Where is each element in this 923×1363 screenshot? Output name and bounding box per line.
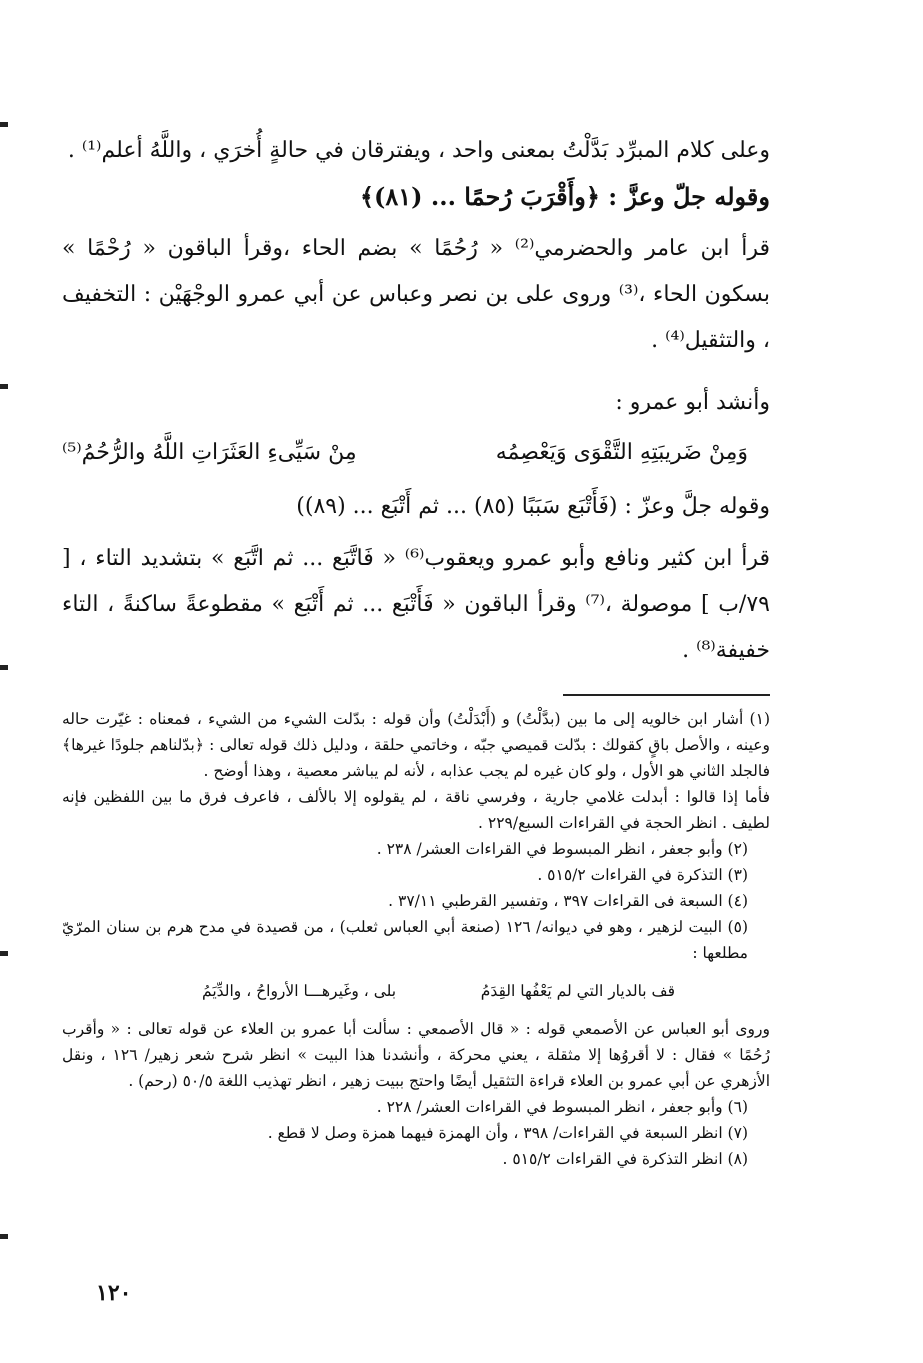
paragraph-atba-readings: قرأ ابن كثير ونافع وأبو عمرو ويعقوب⁽⁶⁾ « فَاتَّبَع ... ثم اتَّبَع » بتشديد التاء ، [ ٧٩/ب ] موصولة ،⁽⁷⁾ وقرأ الباقون « فَأَتْبَع ... ثم أَتْبَع » مقطوعةً ساكنةً ، التاء خفيفة⁽⁸⁾ . [62, 546, 770, 663]
margin-mark [0, 384, 8, 389]
paragraph-mubarrad: وعلى كلام المبرِّد بَدَّلْتُ بمعنى واحد ، ويفترقان في حالةٍ أُخرَي ، واللَّهُ أعلم⁽¹⁾ . [67, 138, 770, 163]
footnote-7: (٧) انظر السبعة في القراءات/ ٣٩٨ ، وأن الهمزة فيهما همزة وصل لا قطع . [267, 1124, 748, 1142]
verse-hemistich-second: مِنْ سَيِّىءِ العَثَرَاتِ اللَّهُ والرُّحُمُ⁽⁵⁾ [62, 440, 357, 465]
footnotes [62, 706, 770, 1172]
verse-hemistich-first: وَمِنْ ضَريبَتِهِ التَّقْوَى وَيَعْصِمُه [495, 440, 748, 465]
footnote-3: (٣) التذكرة في القراءات ٥١٥/٢ . [537, 866, 748, 884]
footnote-8: (٨) انظر التذكرة في القراءات ٥١٥/٢ . [502, 1150, 748, 1168]
margin-mark [0, 122, 8, 127]
margin-mark [0, 665, 8, 670]
couplet-second-half: بلى ، وغَيرهـــا الأرواحُ ، والدِّيَمُ [202, 982, 397, 1000]
footnote-4: (٤) السبعة فى القراءات ٣٩٧ ، وتفسير القرطبي ٣٧/١١ . [388, 892, 748, 910]
main-text [62, 128, 770, 674]
margin-mark [0, 1234, 8, 1239]
paragraph-ruhman-readings: قرأ ابن عامر والحضرمي⁽²⁾ « رُحُمًا » بضم الحاء ،وقرأ الباقون « رُحْمًا » بسكون الحاء ،⁽³⁾ وروى على بن نصر وعباس عن أبي عمرو الوجْهَيْن : التخفيف ، والتثقيل⁽⁴⁾ . [62, 236, 771, 353]
quran-verse-85-89: وقوله جلَّ وعزّ : (فَأَتْبَع سَبَبًا (٨٥) ... ثم أَتْبَع ... (٨٩)) [296, 494, 770, 519]
footnote-5-continued: وروى أبو العباس عن الأصمعي قوله : « قال الأصمعي : سألت أبا عمرو بن العلاء عن قوله تعالى : « وأقرب رُحُمًا » فقال : لا أقروُها إلا مثقلة ، يعني محركة ، وأنشدنا هذا البيت » انظر شرح شعر زهير/ ١٢٦ ، ونقل الأزهري عن أبي عمرو بن العلاء قراءة التثقيل أيضًا واحتج ببيت زهير ، انظر تهذيب اللغة ٥٠/٥ (رحم) . [62, 1020, 770, 1090]
poem-verse [62, 426, 770, 480]
footnote-1: (١) أشار ابن خالويه إلى ما بين (بدَّلْتُ) و (أَبْدَلْتُ) وأن قوله : بدّلت الشيء من الشيء ، فمعناه : غيّرت حاله وعينه ، والأصل باقٍ كقولك : بدّلت قميصي جبّه ، وخاتمي حلقة ، ودليل ذلك قوله تعالى : ﴿بدّلناهم جلودًا غيرها﴾ فالجلد الثاني هو الأول ، ولو كان غيره لم يجب عذابه ، لأنه لم يباشر معصية ، وهذا أوضح . [62, 710, 770, 780]
footnote-couplet [62, 966, 770, 1016]
page-number: ١٢٠ [96, 1280, 132, 1306]
footnote-5: (٥) البيت لزهير ، وهو في ديوانه/ ١٢٦ (صنعة أبي العباس ثعلب) ، من قصيدة في مدح هرم بن سنان المرّيّ مطلعها : [62, 918, 748, 962]
couplet-first-half: قف بالديار التي لم يَعْفُها القِدَمُ [480, 982, 675, 1000]
verse-intro: وأنشد أبو عمرو : [615, 390, 770, 415]
footnote-1-continued: فأما إذا قالوا : أبدلت غلامي جارية ، وفرسي ناقة ، لم يقولوه إلا بالألف ، فاعرف فرق ما بين اللفظين فإنه لطيف . انظر الحجة في القراءات السبع/٢٢٩ . [62, 788, 770, 832]
quran-verse-81: وقوله جلّ وعزَّ : ﴿وأَقْرَبَ رُحمًا ... (٨١)﴾ [359, 182, 770, 211]
footnote-separator [563, 694, 770, 696]
footnote-6: (٦) وأبو جعفر ، انظر المبسوط في القراءات العشر/ ٢٢٨ . [376, 1098, 748, 1116]
footnote-2: (٢) وأبو جعفر ، انظر المبسوط في القراءات العشر/ ٢٣٨ . [376, 840, 748, 858]
margin-mark [0, 951, 8, 956]
